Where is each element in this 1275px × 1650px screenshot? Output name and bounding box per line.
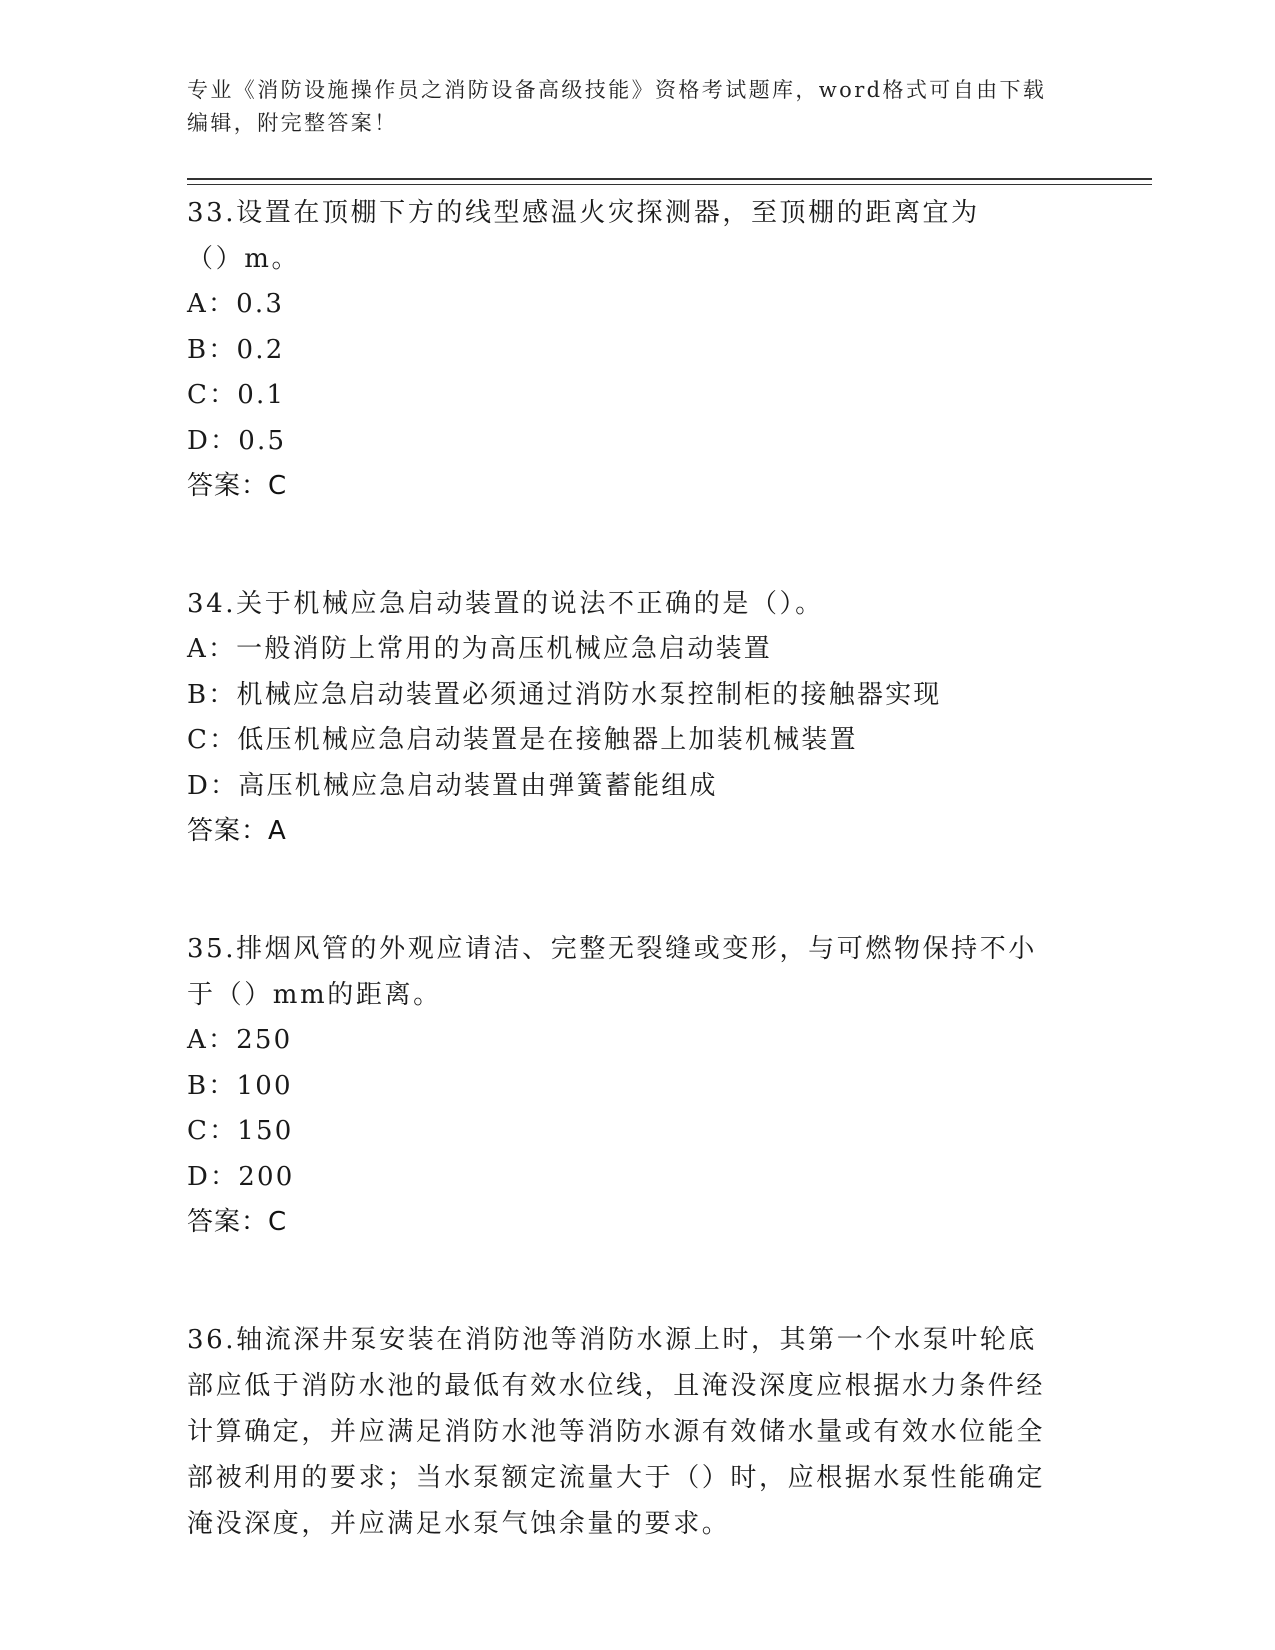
question-stem: 35.排烟风管的外观应请洁、完整无裂缝或变形，与可燃物保持不小于（）mm的距离。 (187, 934, 1037, 1010)
header-divider-thin (187, 184, 1152, 185)
question-stem: 34.关于机械应急启动装置的说法不正确的是（）。 (187, 589, 824, 619)
question-stem: 33.设置在顶棚下方的线型感温火灾探测器，至顶棚的距离宜为（）m。 (187, 198, 980, 274)
option-d: D：0.5 (187, 425, 287, 456)
answer-text: 答案：C (187, 471, 288, 501)
option-c: C：0.1 (187, 380, 286, 410)
question-stem: 36.轴流深井泵安装在消防池等消防水源上时，其第一个水泵叶轮底部应低于消防水池的最低有效水位线，且淹没深度应根据水力条件经计算确定，并应满足消防水池等消防水源有效储水量或有效水位能全部被利用的要求；当水泵额定流量大于（）时，应根据水泵性能确定淹没深度，并应满足水泵气蚀余量的要求。 (187, 1325, 1046, 1539)
option-b: B：0.2 (187, 334, 285, 365)
header-divider-thick (187, 178, 1152, 180)
question-33 (187, 190, 1087, 509)
question-34 (187, 581, 1087, 854)
option-b: B：100 (187, 1070, 293, 1101)
document-header: 专业《消防设施操作员之消防设备高级技能》资格考试题库，word格式可自由下载编辑，附完整答案！ (187, 78, 1047, 135)
option-c: C：150 (187, 1116, 294, 1146)
answer-text: 答案：A (187, 816, 287, 846)
option-b: B：机械应急启动装置必须通过消防水泵控制柜的接触器实现 (187, 679, 942, 710)
option-a: A：250 (187, 1025, 293, 1055)
option-d: D：高压机械应急启动装置由弹簧蓄能组成 (187, 770, 718, 801)
option-d: D：200 (187, 1161, 295, 1192)
option-a: A：一般消防上常用的为高压机械应急启动装置 (187, 634, 772, 664)
answer-text: 答案：C (187, 1207, 288, 1237)
question-list (187, 190, 1087, 1547)
question-36 (187, 1317, 1087, 1547)
option-a: A：0.3 (187, 289, 285, 319)
question-35 (187, 926, 1087, 1245)
option-c: C：低压机械应急启动装置是在接触器上加装机械装置 (187, 725, 858, 755)
